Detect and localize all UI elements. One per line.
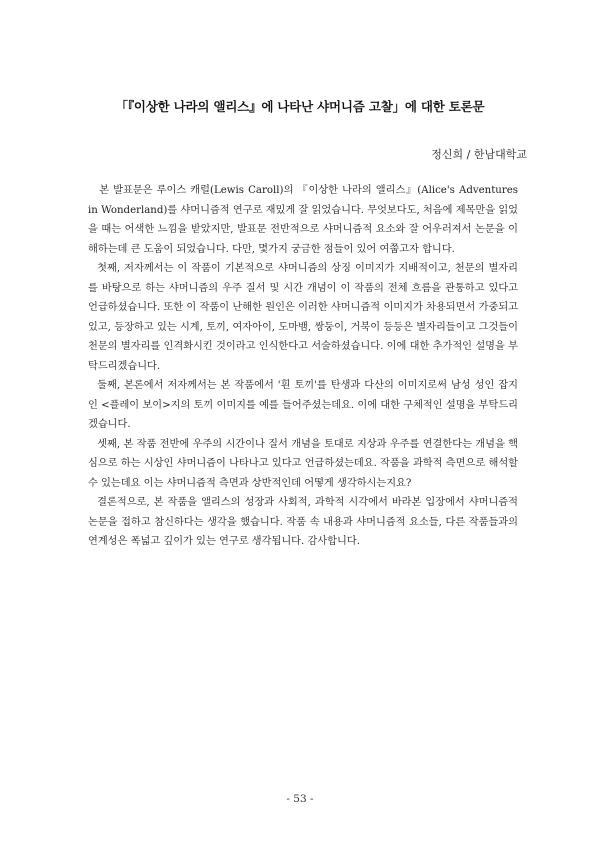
paragraph-conclusion: 결론적으로, 본 작품을 앨리스의 성장과 사회적, 과학적 시각에서 바라본 입장에서 샤머니즘적 논문을 접하고 참신하다는 생각을 했습니다. 작품 속 내용과 샤머니즘적 요소들, 다른 작품들과의 연계성은 폭넓고 깊이가 있는 연구로 생각됩니다. 감사합니다.: [88, 497, 518, 547]
paragraph-third-question: 셋째, 본 작품 전반에 우주의 시간이나 질서 개념을 토대로 지상과 우주를 연결한다는 개념을 핵심으로 하는 시상인 샤머니즘이 나타나고 있다고 언급하셨는데요. 작품을 과학적 측면으로 해석할 수 있는데요 이는 샤머니즘적 측면과 상반적인데 어떻게 생각하시는지요?: [88, 438, 518, 489]
document-title: 「『이상한 나라의 앨리스』에 나타난 샤머니즘 고찰」에 대한 토론문: [115, 99, 485, 114]
document-body: [88, 181, 518, 552]
page-number: - 53 -: [286, 793, 314, 805]
paragraph-second-question: 둘째, 본론에서 저자께서는 본 작품에서 '흰 토끼'를 탄생과 다산의 이미지로써 남성 성인 잡지인 <플레이 보이>지의 토끼 이미지를 예를 들어주셨는데요. 이에 대한 구체적인 설명을 부탁드리겠습니다.: [88, 380, 518, 430]
paragraph-intro: 본 발표문은 루이스 캐럴(Lewis Caroll)의 『이상한 나라의 앨리스』(Alice's Adventures in Wonderland)를 샤머니즘적 연구로 재밌게 잘 읽었습니다. 무엇보다도, 처음에 제목만을 읽었을 때는 어색한 느낌을 받았지만, 발표문 전반적으로 샤머니즘적 요소와 잘 어우러져서 논문을 이해하는데 큰 도움이 되었습니다. 다만, 몇가지 궁금한 점들이 있어 여쭙고자 합니다.: [88, 185, 518, 255]
author-line: 정신희 / 한남대학교: [431, 148, 527, 161]
paragraph-first-question: 첫째, 저자께서는 이 작품이 기본적으로 샤머니즘의 상징 이미지가 지배적이고, 천문의 별자리를 바탕으로 하는 샤머니즘의 우주 질서 및 시간 개념이 이 작품의 전체 흐름을 관통하고 있다고 언급하셨습니다. 또한 이 작품이 난해한 원인은 이러한 샤머니즘적 이미지가 차용되면서 가중되고 있고, 등장하고 있는 시계, 토끼, 여자아이, 도마뱀, 쌍둥이, 거북이 등등은 별자리들이고 그것들이 천문의 별자리를 인격화시킨 것이라고 인식한다고 서술하셨습니다. 이에 대한 추가적인 설명을 부탁드리겠습니다.: [88, 263, 518, 372]
